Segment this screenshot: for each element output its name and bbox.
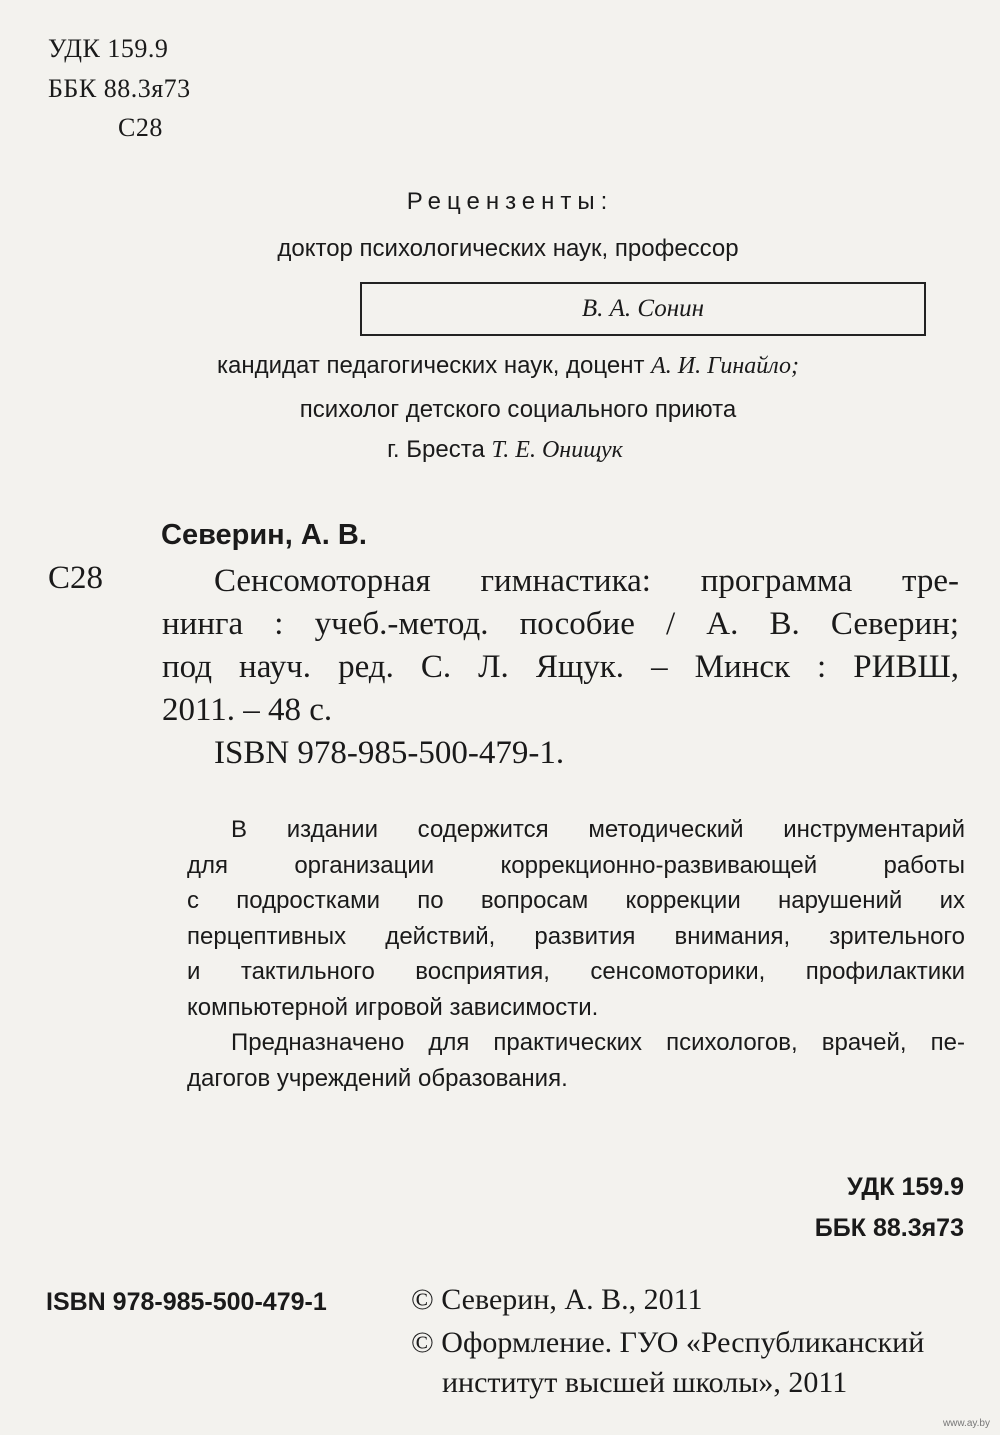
bib-line-3: под науч. ред. С. Л. Ящук. – Минск : РИВШ,	[162, 649, 959, 685]
annotation-p1-line-5: и тактильного восприятия, сенсомоторики, профилактики	[187, 958, 965, 985]
isbn-footer: ISBN 978-985-500-479-1	[46, 1288, 327, 1316]
annotation-p2-line-1: Предназначено для практических психологов, врачей, пе-	[231, 1029, 965, 1056]
bbk-code-bottom: ББК 88.3я73	[814, 1214, 964, 1242]
copyright-design-line-2: институт высшей школы», 2011	[442, 1366, 848, 1399]
reviewers-heading: Рецензенты:	[406, 188, 614, 215]
udk-code-bottom: УДК 159.9	[847, 1173, 964, 1201]
reviewer-line-4-name: Т. Е. Онищук	[491, 437, 623, 463]
reviewer-line-2-name: А. И. Гинайло;	[651, 353, 799, 379]
bbk-code-top: ББК 88.3я73	[48, 74, 191, 103]
reviewer-line-2	[8, 352, 1000, 380]
annotation-p2-line-2: дагогов учреждений образования.	[187, 1064, 568, 1092]
annotation	[187, 812, 965, 1096]
udk-code-top: УДК 159.9	[48, 34, 169, 63]
author-mark-top: С28	[118, 113, 163, 142]
bib-line-4: 2011. – 48 с.	[162, 692, 333, 728]
annotation-p1-line-6: компьютерной игровой зависимости.	[187, 993, 599, 1021]
copyright-author: © Северин, А. В., 2011	[411, 1283, 703, 1316]
reviewer-name-boxed: В. А. Сонин	[581, 295, 705, 322]
annotation-p1-line-2: для организации коррекционно-развивающей работы	[187, 851, 965, 879]
copyright-design-line-1: © Оформление. ГУО «Республиканский	[411, 1326, 925, 1359]
author-mark-record: С28	[48, 560, 104, 596]
reviewer-line-3: психолог детского социального приюта	[299, 396, 737, 423]
bib-line-1: Сенсомоторная гимнастика: программа тре-	[214, 563, 959, 599]
annotation-p1-line-4: перцептивных действий, развития внимания, зрительного	[187, 922, 965, 950]
bibliographic-description	[162, 560, 959, 732]
site-watermark: www.ay.by	[942, 1418, 990, 1429]
reviewer-line-4-text: г. Бреста	[387, 436, 492, 463]
annotation-p1-line-1: В издании содержится методический инструментарий	[231, 816, 965, 843]
annotation-p1-line-3: с подростками по вопросам коррекции нарушений их	[187, 887, 965, 914]
bib-line-2: нинга : учеб.-метод. пособие / А. В. Северин;	[162, 606, 959, 642]
isbn-record: ISBN 978-985-500-479-1.	[214, 735, 565, 771]
reviewer-line-1: доктор психологических наук, профессор	[277, 235, 739, 262]
reviewer-line-2-text: кандидат педагогических наук, доцент	[217, 352, 652, 379]
book-author: Северин, А. В.	[161, 519, 367, 551]
reviewer-line-4	[5, 436, 1000, 464]
reviewer-name-box	[360, 282, 926, 336]
